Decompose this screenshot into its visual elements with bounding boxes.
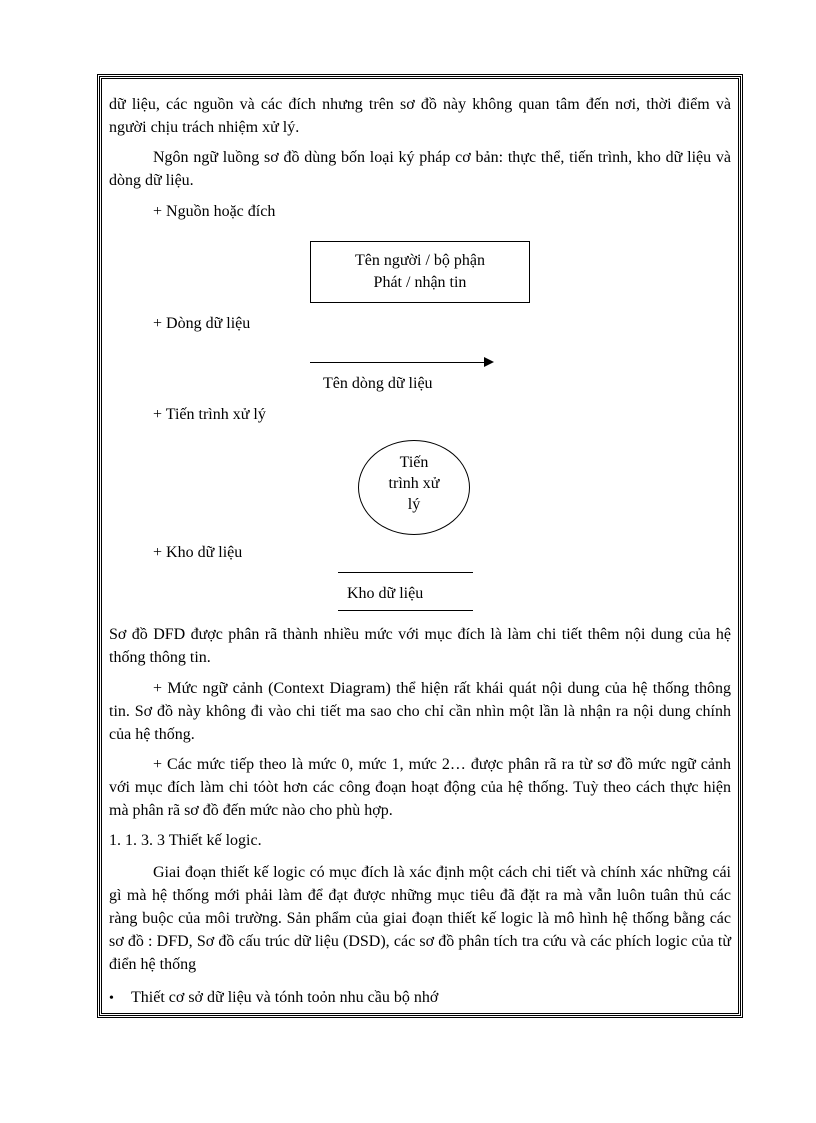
process-ellipse xyxy=(358,440,470,535)
paragraph-logic-design: Giai đoạn thiết kế logic có mục đích là xác định một cách chi tiết và chính xác những cái gì mà hệ thống mới phải làm để đạt được những mục tiêu đã đặt ra mà vẫn luôn tuân thủ các ràng buộc của môi trường. Sản phẩm của giai đoạn thiết kế logic là mô hình hệ thống bằng các sơ đồ : DFD, Sơ đồ cấu trúc dữ liệu (DSD), các sơ đồ phân tích tra cứu và các phích logic của từ điển hệ thống xyxy=(109,864,731,973)
paragraph-next-levels: + Các mức tiếp theo là mức 0, mức 1, mức 2… được phân rã ra từ sơ đồ mức ngữ cảnh với mục đích làm chi tóòt hơn các công đoạn hoạt động của hệ thống. Tuỳ theo cách thực hiện mà phân rã sơ đồ đến mức nào cho phù hợp. xyxy=(109,756,731,819)
paragraph-notation: Ngôn ngữ luồng sơ đồ dùng bốn loại ký pháp cơ bản: thực thể, tiến trình, kho dữ liệu và dòng dữ liệu. xyxy=(109,149,731,189)
paragraph-dfd-levels: Sơ đồ DFD được phân rã thành nhiều mức với mục đích là làm chi tiết thêm nội dung của hệ thống thông tin. xyxy=(109,626,731,666)
entity-line-2: Phát / nhận tin xyxy=(373,274,467,291)
process-line-1: Tiến xyxy=(399,454,429,471)
entity-line-1: Tên người / bộ phận xyxy=(355,252,485,269)
process-line-2: trình xử xyxy=(388,475,440,492)
entity-box xyxy=(310,241,530,303)
process-line-3: lý xyxy=(407,496,421,513)
label-process: + Tiến trình xử lý xyxy=(153,406,266,423)
store-label: Kho dữ liệu xyxy=(347,585,424,602)
bullet-item xyxy=(109,988,438,1009)
flow-label: Tên dòng dữ liệu xyxy=(323,375,433,392)
data-store-bottom-line xyxy=(338,610,473,611)
label-data-flow: + Dòng dữ liệu xyxy=(153,315,251,332)
arrow-head-icon xyxy=(484,357,494,367)
section-heading: 1. 1. 3. 3 Thiết kế logic. xyxy=(109,832,262,849)
paragraph-intro: dữ liệu, các nguồn và các đích nhưng trên sơ đồ này không quan tâm đến nơi, thời điểm và người chịu trách nhiệm xử lý. xyxy=(109,96,731,136)
data-flow-arrow xyxy=(310,362,486,363)
bullet-text: Thiết cơ sở dữ liệu và tónh toỏn nhu cầu bộ nhớ xyxy=(131,989,439,1006)
data-store-top-line xyxy=(338,572,473,573)
paragraph-context-level: + Mức ngữ cảnh (Context Diagram) thể hiện rất khái quát nội dung của hệ thống thông tin. Sơ đồ này không đi vào chi tiết ma sao cho chỉ cần nhìn một lần là nhận ra nội dung chính của hệ thống. xyxy=(109,680,731,743)
label-source-sink: + Nguồn hoặc đích xyxy=(153,203,276,220)
bullet-icon: • xyxy=(109,991,114,1006)
label-data-store: + Kho dữ liệu xyxy=(153,544,243,561)
